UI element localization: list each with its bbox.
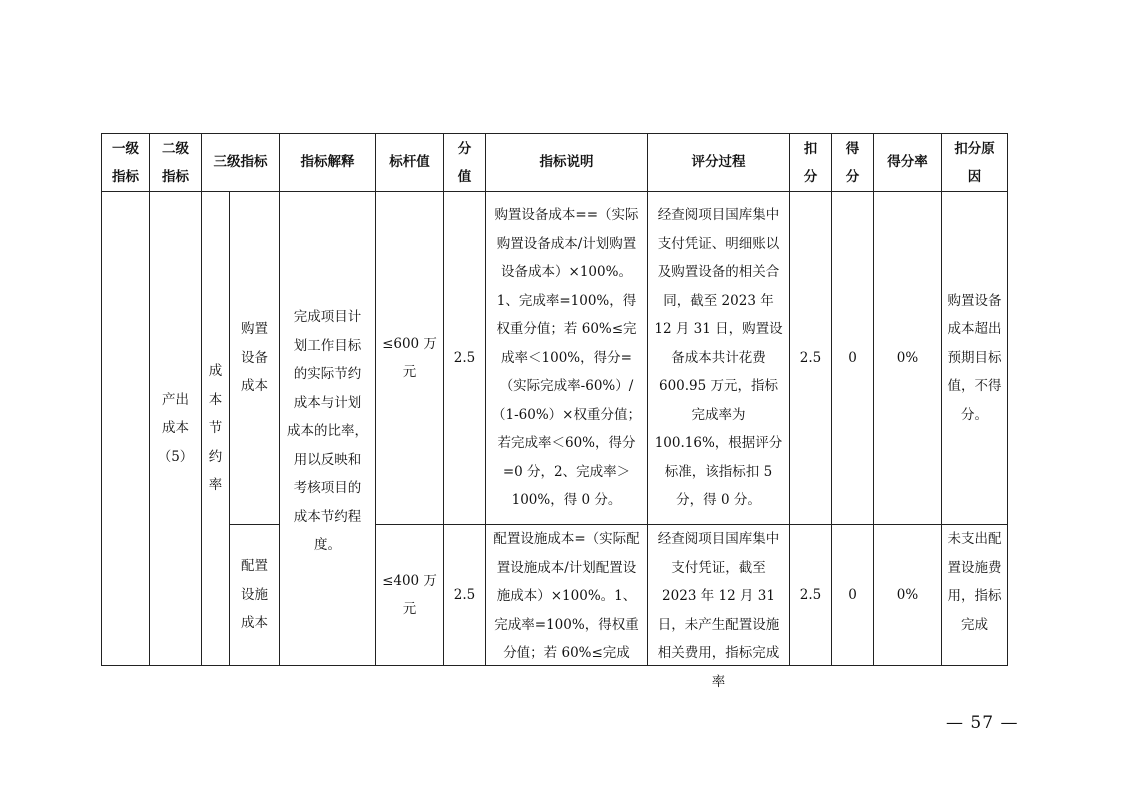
benchmark-cell: ≤600 万元	[376, 192, 444, 525]
score-cell: 2.5	[444, 525, 486, 666]
header-reason: 扣分原 因	[942, 134, 1008, 192]
header-score: 分 值	[444, 134, 486, 192]
header-level1: 一级 指标	[102, 134, 150, 192]
rate-cell: 0%	[874, 525, 942, 666]
process-cell: 经查阅项目国库集中支付凭证、明细账以及购置设备的相关合同，截至 2023 年 12 月 31 日，购置设备成本共计花费 600.95 万元，指标完成率为 100.16%，根据评分标准，该指标扣 5 分，得 0 分。	[648, 192, 790, 525]
header-description: 指标说明	[486, 134, 648, 192]
header-process: 评分过程	[648, 134, 790, 192]
header-explanation: 指标解释	[280, 134, 376, 192]
table-row	[102, 192, 1008, 525]
level3-group-cell: 成 本 节 约 率	[202, 192, 230, 666]
get-cell: 0	[832, 192, 874, 525]
header-level3: 三级指标	[202, 134, 280, 192]
score-cell: 2.5	[444, 192, 486, 525]
level1-cell	[102, 192, 150, 666]
level2-cell: 产出 成本 （5）	[150, 192, 202, 666]
table-row	[102, 525, 1008, 666]
description-cell: 购置设备成本==（实际购置设备成本/计划购置设备成本）×100%。1、完成率=100%，得权重分值；若 60%≤完成率＜100%，得分=（实际完成率-60%）/（1-60%）×权重分值；若完成率＜60%，得分=0 分，2、完成率＞100%，得 0 分。	[486, 192, 648, 525]
reason-cell: 未支出配置设施费用，指标完成	[942, 525, 1008, 666]
deduct-cell: 2.5	[790, 525, 832, 666]
header-level2: 二级 指标	[150, 134, 202, 192]
process-cell: 经查阅项目国库集中支付凭证，截至 2023 年 12 月 31 日，未产生配置设施相关费用，指标完成率	[648, 525, 790, 666]
indicator-name-cell: 配置 设施 成本	[230, 525, 280, 666]
reason-cell: 购置设备成本超出预期目标值，不得分。	[942, 192, 1008, 525]
header-row	[102, 134, 1008, 192]
description-cell: 配置设施成本=（实际配置设施成本/计划配置设施成本）×100%。1、完成率=100%，得权重分值；若 60%≤完成	[486, 525, 648, 666]
page-number: — 57 —	[946, 713, 1019, 733]
indicator-name-cell: 购置 设备 成本	[230, 192, 280, 525]
evaluation-table	[101, 133, 1008, 690]
benchmark-cell: ≤400 万元	[376, 525, 444, 666]
get-cell: 0	[832, 525, 874, 666]
deduct-cell: 2.5	[790, 192, 832, 525]
header-benchmark: 标杆值	[376, 134, 444, 192]
header-get: 得 分	[832, 134, 874, 192]
header-rate: 得分率	[874, 134, 942, 192]
header-deduct: 扣 分	[790, 134, 832, 192]
explanation-cell: 完成项目计 划工作目标 的实际节约 成本与计划 成本的比率， 用以反映和 考核项目的 成本节约程 度。	[280, 192, 376, 666]
rate-cell: 0%	[874, 192, 942, 525]
